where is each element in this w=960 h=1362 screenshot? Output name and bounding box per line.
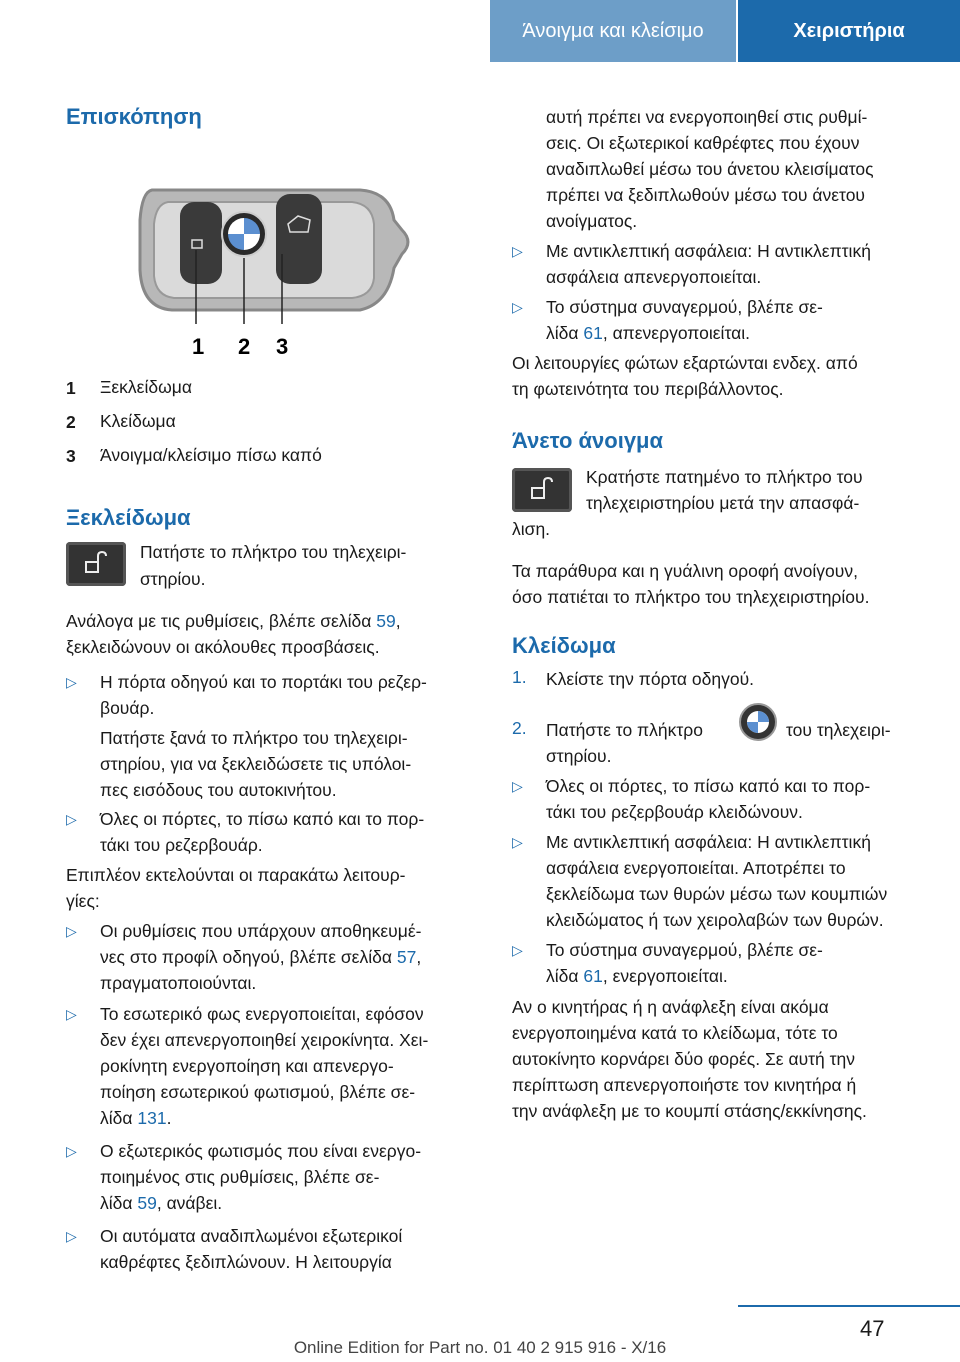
bmw-logo-icon: [738, 702, 778, 742]
page-number-rule: [738, 1305, 960, 1307]
unlock-button-icon-2: [512, 468, 572, 512]
page-number: 47: [860, 1316, 885, 1341]
unlock-button-icon: [66, 542, 126, 586]
legend-1: Ξεκλείδωμα: [100, 377, 192, 397]
remote-key-figure: [132, 180, 422, 362]
legend-3: Άνοιγμα/κλείσιμο πίσω καπό: [100, 445, 322, 465]
callout-2: 2: [238, 334, 251, 359]
unlock-heading: Ξεκλείδωμα: [66, 505, 191, 530]
callout-3: 3: [276, 334, 289, 359]
callout-1: 1: [192, 334, 205, 359]
lock-heading: Κλείδωμα: [512, 633, 616, 658]
chapter-tab[interactable]: Χειριστήρια: [738, 0, 960, 62]
page-header: [0, 0, 960, 62]
link-page-59-b[interactable]: 59: [137, 1193, 157, 1213]
link-page-59[interactable]: 59: [376, 611, 396, 631]
footer-edition: Online Edition for Part no. 01 40 2 915 916 - X/16: [293, 1338, 667, 1357]
link-page-61-b[interactable]: 61: [583, 966, 603, 986]
comfort-opening-heading: Άνετο άνοιγμα: [512, 428, 664, 453]
link-page-57[interactable]: 57: [396, 947, 417, 967]
link-page-131[interactable]: 131: [137, 1108, 167, 1128]
overview-heading: Επισκόπηση: [66, 104, 202, 129]
section-tab[interactable]: Άνοιγμα και κλείσιμο: [490, 0, 736, 62]
legend-2: Κλείδωμα: [100, 411, 176, 431]
link-page-61[interactable]: 61: [583, 323, 603, 343]
